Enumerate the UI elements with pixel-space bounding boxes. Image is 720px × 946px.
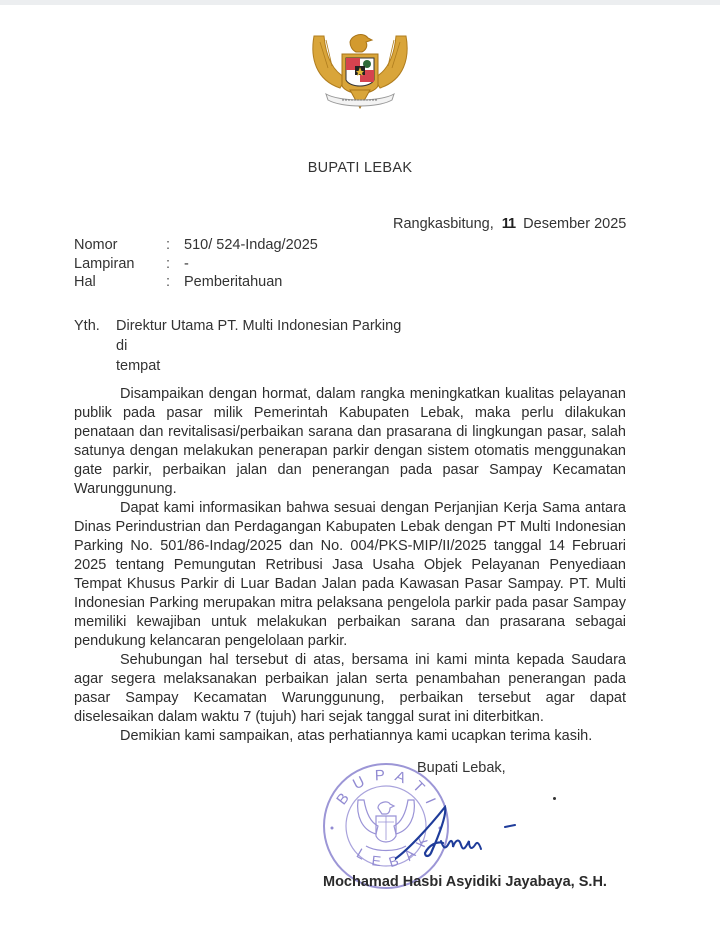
handwritten-signature-icon bbox=[395, 805, 525, 865]
addressee-line: tempat bbox=[116, 358, 161, 374]
meta-label: Hal bbox=[74, 274, 96, 290]
addressee bbox=[74, 316, 401, 376]
stamp-top-text: BUPATI bbox=[333, 766, 443, 816]
addressee-line: di bbox=[116, 338, 128, 354]
meta-colon: : bbox=[166, 237, 171, 253]
place-date bbox=[393, 216, 626, 232]
date-month-year: Desember 2025 bbox=[523, 216, 627, 232]
top-edge bbox=[0, 0, 720, 5]
meta-value: Pemberitahuan bbox=[184, 274, 283, 290]
meta-label: Lampiran bbox=[74, 255, 135, 272]
stamp-bottom-text: LEBAK bbox=[353, 825, 435, 871]
letter-header-title: BUPATI LEBAK bbox=[307, 160, 413, 176]
closing-title: Bupati Lebak, bbox=[417, 760, 506, 776]
date-day: 11 bbox=[501, 216, 516, 232]
meta-colon: : bbox=[166, 274, 171, 290]
meta-colon: : bbox=[166, 255, 171, 272]
body-paragraph: Demikian kami sampaikan, atas perhatiannya kami ucapkan terima kasih. bbox=[120, 728, 593, 744]
letter-body bbox=[74, 385, 626, 746]
addressee-line: Direktur Utama PT. Multi Indonesian Parking bbox=[116, 318, 402, 334]
garuda-emblem-icon bbox=[306, 28, 414, 122]
meta-label: Nomor bbox=[74, 237, 118, 253]
place: Rangkasbitung, bbox=[393, 216, 494, 232]
ink-dot bbox=[553, 797, 556, 800]
meta-value: 510/ 524-Indag/2025 bbox=[184, 237, 318, 253]
body-paragraph: Dapat kami informasikan bahwa sesuai dengan Perjanjian Kerja Sama antara Dinas Perindustrian dan Perdagangan Kabupaten Lebak dengan PT Multi Indonesian Parking No. 501/86-Indag/2025 dan No. 004/PKS-MIP/II/2025 tanggal 14 Februari 2025 tentang Pemungutan Retribusi Jasa Usaha Objek Pelayanan Penyediaan Tempat Khusus Parkir di Luar Badan Jalan pada Kawasan Pasar Sampay. PT. Multi Indonesian Parking merupakan mitra pelaksana pengelola parkir pada pasar Sampay memiliki kewajiban untuk melakukan perbaikan sarana dan prasarana sebagai pendukung kelancaran pengelolaan parkir. bbox=[74, 500, 626, 649]
signer-name: Mochamad Hasbi Asyidiki Jayabaya, S.H. bbox=[323, 874, 607, 890]
letter-meta bbox=[74, 236, 318, 292]
body-paragraph: Disampaikan dengan hormat, dalam rangka meningkatkan kualitas pelayanan publik pada pasar milik Pemerintah Kabupaten Lebak, maka perlu dilakukan penataan dan revitalisasi/perbaikan sarana dan prasarana di lingkungan pasar, salah satunya dengan melakukan penerapan parkir dengan sistem otomatis menggunakan gate parkir, perbaikan jalan dan penerangan pada pasar Sampay Kecamatan Warunggunung. bbox=[74, 386, 626, 497]
body-paragraph: Sehubungan hal tersebut di atas, bersama ini kami minta kepada Saudara agar segera melaksanakan perbaikan jalan serta penambahan penerangan pada pasar Sampay Kecamatan Warunggunung, perbaikan tersebut agar dapat diselesaikan dalam waktu 7 (tujuh) hari sejak tanggal surat ini diterbitkan. bbox=[74, 652, 626, 725]
meta-row-nomor bbox=[74, 236, 318, 255]
addressee-prefix: Yth. bbox=[74, 318, 100, 334]
meta-value: - bbox=[184, 255, 189, 272]
meta-row-hal bbox=[74, 273, 318, 292]
meta-row-lampiran bbox=[74, 255, 318, 274]
